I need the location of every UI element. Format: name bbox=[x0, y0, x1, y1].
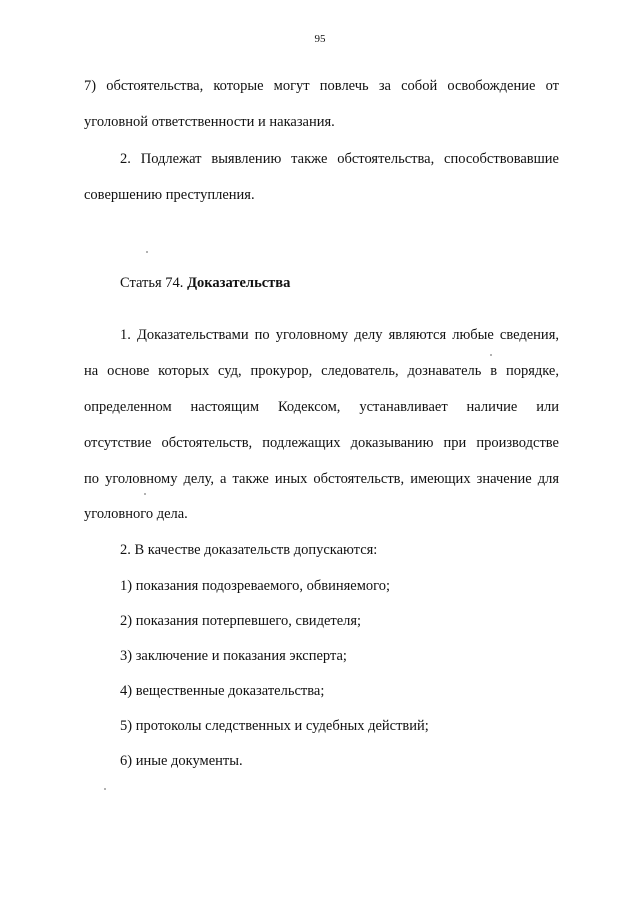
list-item: 5) протоколы следственных и судебных действий; bbox=[120, 718, 429, 734]
scan-speck bbox=[490, 354, 492, 356]
list-item: 4) вещественные доказательства; bbox=[120, 683, 325, 699]
section-1-line-1: 1. Доказательствами по уголовному делу являются любые сведения, bbox=[120, 327, 559, 343]
section-1-line-5: по уголовному делу, а также иных обстоятельств, имеющих значение для bbox=[84, 471, 559, 487]
list-item: 6) иные документы. bbox=[120, 753, 243, 769]
article-prefix: Статья 74. bbox=[120, 275, 188, 291]
article-heading bbox=[120, 274, 290, 292]
scan-speck bbox=[144, 493, 146, 495]
paragraph-2-line-1: 2. Подлежат выявлению также обстоятельства, способствовавшие bbox=[120, 151, 559, 167]
section-1-line-2: на основе которых суд, прокурор, следователь, дознаватель в порядке, bbox=[84, 363, 559, 379]
section-1-line-6: уголовного дела. bbox=[84, 506, 188, 522]
paragraph-7-line-2: уголовной ответственности и наказания. bbox=[84, 114, 335, 130]
paragraph-2-line-2: совершению преступления. bbox=[84, 187, 255, 203]
list-item: 3) заключение и показания эксперта; bbox=[120, 648, 347, 664]
paragraph-7-line-1: 7) обстоятельства, которые могут повлечь за собой освобождение от bbox=[84, 78, 559, 94]
section-2-intro: 2. В качестве доказательств допускаются: bbox=[120, 542, 378, 558]
scan-speck bbox=[146, 251, 148, 253]
list-item: 2) показания потерпевшего, свидетеля; bbox=[120, 613, 362, 629]
list-item: 1) показания подозреваемого, обвиняемого; bbox=[120, 578, 391, 594]
scan-speck bbox=[104, 788, 106, 790]
section-1-line-4: отсутствие обстоятельств, подлежащих доказыванию при производстве bbox=[84, 435, 559, 451]
section-1-line-3: определенном настоящим Кодексом, устанавливает наличие или bbox=[84, 399, 559, 415]
page-number: 95 bbox=[314, 33, 326, 45]
article-title: Доказательства bbox=[187, 275, 291, 291]
